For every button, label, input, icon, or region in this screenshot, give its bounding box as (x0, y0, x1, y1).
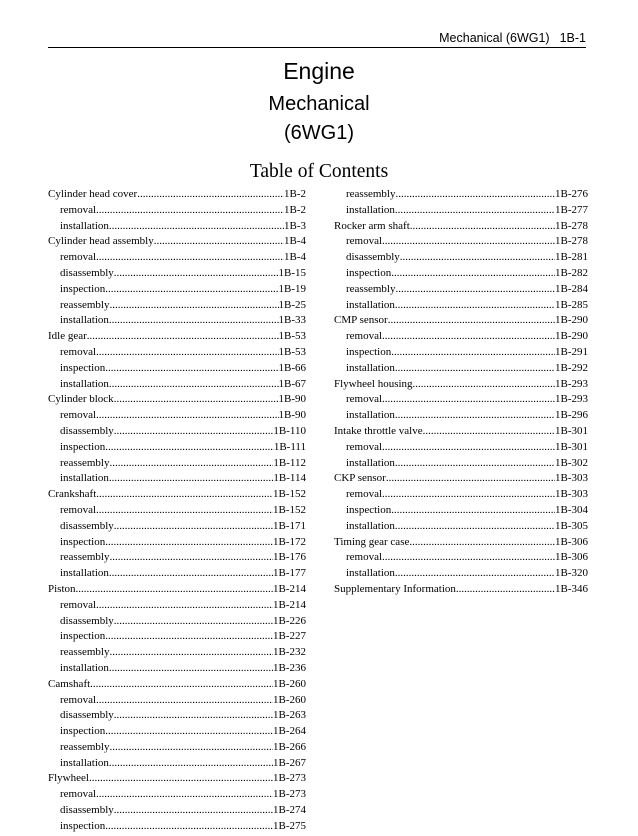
title-model: (6WG1) (284, 122, 354, 144)
toc-leader-dots (382, 441, 555, 453)
toc-entry-page: 1B-90 (278, 409, 306, 422)
toc-subentry[interactable] (48, 409, 306, 425)
toc-leader-dots (105, 536, 273, 548)
toc-entry-page: 1B-172 (273, 535, 306, 548)
toc-entry-page: 1B-111 (273, 440, 306, 453)
toc-leader-dots (109, 551, 273, 563)
toc-subentry[interactable] (48, 725, 306, 741)
toc-entry-label: Flywheel (48, 772, 89, 785)
toc-subentry[interactable] (48, 220, 306, 236)
toc-entry-page: 1B-3 (284, 219, 306, 232)
toc-entry-label: reassembly (60, 740, 110, 753)
toc-subentry[interactable] (334, 204, 588, 220)
toc-entry-page: 1B-303 (555, 488, 588, 501)
toc-leader-dots (395, 362, 555, 374)
toc-subentry[interactable] (334, 441, 588, 457)
toc-entry-label: removal (60, 598, 97, 611)
toc-subentry[interactable] (48, 378, 306, 394)
toc-entry-label: Cylinder block (48, 393, 114, 406)
toc-entry-page: 1B-274 (273, 804, 306, 817)
toc-leader-dots (90, 678, 273, 690)
toc-entry-label: installation (60, 377, 109, 390)
toc-entry-page: 1B-284 (555, 282, 588, 295)
toc-leader-dots (109, 646, 273, 658)
toc-entry-label: installation (346, 456, 395, 469)
toc-entry-label: installation (346, 298, 395, 311)
toc-leader-dots (109, 314, 279, 326)
toc-entry-label: Camshaft (48, 677, 91, 690)
toc-column-right (334, 188, 588, 599)
toc-entry-label: installation (346, 409, 395, 422)
toc-entry-page: 1B-236 (273, 661, 306, 674)
toc-subentry[interactable] (334, 330, 588, 346)
toc-leader-dots (109, 472, 274, 484)
toc-leader-dots (96, 409, 278, 421)
toc-entry-page: 1B-293 (555, 377, 588, 390)
toc-entry[interactable] (48, 235, 306, 251)
toc-subentry[interactable] (48, 251, 306, 267)
toc-entry-label: removal (60, 409, 97, 422)
toc-leader-dots (87, 330, 279, 342)
toc-subentry[interactable] (334, 267, 588, 283)
toc-entry-page: 1B-2 (284, 188, 306, 200)
toc-entry[interactable] (334, 472, 588, 488)
toc-entry-page: 1B-66 (278, 361, 306, 374)
toc-entry[interactable] (48, 330, 306, 346)
toc-leader-dots (423, 425, 555, 437)
toc-leader-dots (395, 204, 555, 216)
toc-leader-dots (391, 267, 555, 279)
toc-entry-label: removal (60, 693, 97, 706)
toc-entry[interactable] (334, 425, 588, 441)
toc-leader-dots (382, 488, 555, 500)
toc-subentry[interactable] (48, 536, 306, 552)
toc-entry-label: reassembly (60, 646, 110, 659)
toc-leader-dots (114, 615, 273, 627)
toc-subentry[interactable] (48, 362, 306, 378)
toc-entry-label: installation (60, 756, 109, 769)
toc-leader-dots (109, 757, 273, 769)
toc-entry-page: 1B-110 (273, 424, 306, 437)
toc-entry-label: reassembly (60, 551, 110, 564)
toc-subentry[interactable] (334, 393, 588, 409)
toc-leader-dots (96, 504, 273, 516)
toc-entry-page: 1B-2 (284, 203, 306, 216)
toc-subentry[interactable] (334, 362, 588, 378)
toc-entry-page: 1B-260 (273, 677, 306, 690)
toc-entry-label: disassembly (60, 266, 114, 279)
toc-subentry[interactable] (48, 472, 306, 488)
toc-entry-label: removal (346, 235, 383, 248)
toc-entry-label: installation (346, 203, 395, 216)
toc-entry-label: CMP sensor (334, 314, 388, 327)
toc-entry-label: inspection (60, 282, 106, 295)
toc-entry-label: installation (60, 661, 109, 674)
toc-subentry[interactable] (334, 299, 588, 315)
toc-entry-page: 1B-273 (273, 788, 306, 801)
toc-entry-label: reassembly (346, 282, 396, 295)
title-engine: Engine (283, 58, 355, 84)
toc-entry-page: 1B-114 (273, 472, 306, 485)
toc-entry-page: 1B-276 (555, 188, 588, 200)
toc-subentry[interactable] (48, 204, 306, 220)
toc-entry-label: installation (346, 361, 395, 374)
toc-entry[interactable] (48, 393, 306, 409)
toc-entry-page: 1B-304 (555, 503, 588, 516)
toc-leader-dots (96, 788, 273, 800)
toc-entry-label: disassembly (60, 614, 114, 627)
toc-leader-dots (105, 441, 274, 453)
toc-leader-dots (109, 457, 273, 469)
toc-entry-page: 1B-227 (273, 630, 306, 643)
toc-leader-dots (109, 662, 273, 674)
toc-entry-label: disassembly (60, 519, 114, 532)
toc-entry-page: 1B-53 (278, 330, 306, 343)
toc-subentry[interactable] (334, 457, 588, 473)
toc-leader-dots (109, 378, 279, 390)
header-rule (48, 47, 586, 48)
toc-subentry[interactable] (48, 709, 306, 725)
toc-leader-dots (410, 220, 555, 232)
toc-entry-page: 1B-320 (555, 567, 588, 580)
toc-entry-page: 1B-303 (555, 472, 588, 485)
toc-entry-page: 1B-301 (555, 424, 588, 437)
toc-entry-page: 1B-214 (273, 598, 306, 611)
toc-entry-page: 1B-306 (555, 535, 588, 548)
toc-subentry[interactable] (48, 788, 306, 804)
toc-entry[interactable] (48, 678, 306, 694)
toc-leader-dots (456, 583, 555, 595)
toc-entry[interactable] (334, 378, 588, 394)
toc-entry-page: 1B-176 (273, 551, 306, 564)
toc-entry-label: Cylinder head assembly (48, 235, 154, 248)
toc-leader-dots (114, 709, 273, 721)
toc-leader-dots (395, 457, 555, 469)
toc-leader-dots (96, 694, 273, 706)
toc-entry[interactable] (48, 772, 306, 788)
toc-leader-dots (114, 267, 279, 279)
toc-leader-dots (413, 378, 555, 390)
toc-entry[interactable] (48, 188, 306, 204)
toc-leader-dots (105, 362, 278, 374)
toc-subentry[interactable] (48, 694, 306, 710)
toc-entry-page: 1B-152 (273, 503, 306, 516)
toc-leader-dots (395, 567, 555, 579)
toc-entry-label: installation (346, 519, 395, 532)
toc-entry-label: disassembly (60, 709, 114, 722)
toc-leader-dots (400, 251, 555, 263)
header-text (439, 31, 586, 45)
toc-subentry[interactable] (48, 346, 306, 362)
toc-entry-label: inspection (60, 361, 106, 374)
toc-subentry[interactable] (48, 615, 306, 631)
toc-entry-page: 1B-112 (273, 456, 306, 469)
toc-entry-page: 1B-277 (555, 203, 588, 216)
toc-entry-label: removal (346, 330, 383, 343)
toc-leader-dots (105, 725, 273, 737)
toc-entry-label: inspection (60, 535, 106, 548)
toc-entry-label: Piston (48, 582, 76, 595)
toc-entry-label: inspection (60, 819, 106, 832)
toc-entry-label: removal (346, 488, 383, 501)
toc-entry[interactable] (334, 583, 588, 599)
toc-leader-dots (395, 409, 555, 421)
toc-leader-dots (388, 314, 555, 326)
toc-entry-label: inspection (346, 345, 392, 358)
toc-leader-dots (76, 583, 273, 595)
toc-entry-page: 1B-266 (273, 740, 306, 753)
toc-entry-page: 1B-171 (273, 519, 306, 532)
toc-subentry[interactable] (48, 441, 306, 457)
toc-entry-page: 1B-292 (555, 361, 588, 374)
toc-leader-dots (395, 299, 555, 311)
toc-leader-dots (114, 804, 273, 816)
toc-entry-label: removal (60, 203, 97, 216)
toc-entry-label: removal (60, 345, 97, 358)
toc-entry-label: removal (346, 393, 383, 406)
page-header (0, 0, 638, 46)
toc-entry-page: 1B-278 (555, 235, 588, 248)
toc-entry-label: reassembly (60, 456, 110, 469)
toc-entry-page: 1B-267 (273, 756, 306, 769)
toc-entry-page: 1B-4 (284, 235, 306, 248)
toc-leader-dots (154, 235, 284, 247)
toc-entry-label: removal (60, 251, 97, 264)
toc-entry-label: disassembly (346, 251, 400, 264)
toc-entry-label: removal (60, 788, 97, 801)
toc-leader-dots (382, 393, 555, 405)
toc-subentry[interactable] (48, 314, 306, 330)
toc-entry-page: 1B-293 (555, 393, 588, 406)
toc-entry-page: 1B-301 (555, 440, 588, 453)
toc-entry-page: 1B-346 (555, 582, 588, 595)
toc-leader-dots (391, 346, 555, 358)
toc-entry-page: 1B-90 (278, 393, 306, 406)
toc-leader-dots (391, 504, 555, 516)
toc-subentry[interactable] (48, 630, 306, 646)
toc-entry-label: Flywheel housing (334, 377, 413, 390)
toc-entry-page: 1B-275 (273, 819, 306, 832)
toc-entry[interactable] (48, 583, 306, 599)
toc-entry-label: installation (60, 314, 109, 327)
toc-entry-page: 1B-264 (273, 725, 306, 738)
toc-subentry[interactable] (48, 820, 306, 836)
toc-leader-dots (395, 520, 555, 532)
toc-entry-page: 1B-281 (555, 251, 588, 264)
toc-subentry[interactable] (334, 346, 588, 362)
toc-entry-label: removal (346, 551, 383, 564)
toc-subentry[interactable] (334, 283, 588, 299)
toc-leader-dots (89, 772, 273, 784)
toc-leader-dots (96, 251, 284, 263)
toc-subentry[interactable] (334, 567, 588, 583)
toc-leader-dots (105, 630, 273, 642)
toc-entry-page: 1B-290 (555, 314, 588, 327)
toc-leader-dots (109, 299, 278, 311)
toc-leader-dots (137, 188, 284, 200)
toc-subentry[interactable] (48, 283, 306, 299)
toc-leader-dots (105, 283, 278, 295)
toc-entry-page: 1B-4 (284, 251, 306, 264)
toc-entry-label: inspection (60, 630, 106, 643)
toc-entry-page: 1B-260 (273, 693, 306, 706)
toc-entry-label: disassembly (60, 424, 114, 437)
toc-subentry[interactable] (334, 504, 588, 520)
toc-subentry[interactable] (334, 188, 588, 204)
toc-entry-label: reassembly (346, 188, 396, 200)
toc-entry-label: disassembly (60, 804, 114, 817)
toc-entry-page: 1B-232 (273, 646, 306, 659)
toc-heading: Table of Contents (249, 161, 389, 182)
toc-entry[interactable] (334, 314, 588, 330)
toc-leader-dots (395, 283, 555, 295)
toc-leader-dots (395, 188, 555, 200)
toc-entry-page: 1B-25 (278, 298, 306, 311)
toc-entry-label: installation (346, 567, 395, 580)
toc-leader-dots (109, 741, 273, 753)
toc-subentry[interactable] (48, 741, 306, 757)
toc-leader-dots (386, 472, 555, 484)
toc-entry-label: Supplementary Information (334, 582, 456, 595)
toc-subentry[interactable] (334, 235, 588, 251)
toc-entry-label: Rocker arm shaft (334, 219, 410, 232)
toc-entry-label: removal (346, 440, 383, 453)
toc-entry[interactable] (334, 220, 588, 236)
toc-entry-label: inspection (346, 503, 392, 516)
toc-subentry[interactable] (48, 425, 306, 441)
toc-subentry[interactable] (48, 457, 306, 473)
toc-entry-label: Idle gear (48, 330, 87, 343)
toc-subentry[interactable] (334, 551, 588, 567)
toc-entry-label: installation (60, 219, 109, 232)
toc-entry-page: 1B-15 (278, 266, 306, 279)
toc-entry-label: Intake throttle valve (334, 424, 423, 437)
toc-leader-dots (96, 204, 284, 216)
toc-column-left (48, 188, 306, 836)
toc-leader-dots (109, 220, 284, 232)
toc-entry-page: 1B-278 (555, 219, 588, 232)
toc-subentry[interactable] (48, 646, 306, 662)
toc-entry-page: 1B-296 (555, 409, 588, 422)
toc-entry-label: removal (60, 503, 97, 516)
toc-entry-label: installation (60, 567, 109, 580)
toc-subentry[interactable] (334, 409, 588, 425)
toc-subentry[interactable] (48, 299, 306, 315)
toc-entry-page: 1B-263 (273, 709, 306, 722)
toc-leader-dots (382, 551, 555, 563)
toc-entry-page: 1B-306 (555, 551, 588, 564)
toc-entry[interactable] (48, 488, 306, 504)
toc-entry-page: 1B-273 (273, 772, 306, 785)
toc-entry-label: inspection (346, 266, 392, 279)
toc-entry-page: 1B-305 (555, 519, 588, 532)
toc-entry-page: 1B-177 (273, 567, 306, 580)
toc-entry-label: CKP sensor (334, 472, 386, 485)
toc-leader-dots (96, 599, 273, 611)
toc-subentry[interactable] (334, 520, 588, 536)
toc-subentry[interactable] (48, 757, 306, 773)
header-page-number: 1B-1 (559, 31, 586, 45)
title-mechanical: Mechanical (268, 93, 370, 115)
toc-leader-dots (382, 235, 555, 247)
toc-subentry[interactable] (48, 551, 306, 567)
toc-entry-page: 1B-152 (273, 488, 306, 501)
toc-subentry[interactable] (334, 251, 588, 267)
toc-entry-page: 1B-214 (273, 582, 306, 595)
toc-entry-label: Timing gear case (334, 535, 410, 548)
toc-entry-page: 1B-53 (278, 345, 306, 358)
toc-leader-dots (96, 346, 278, 358)
toc-entry-page: 1B-33 (278, 314, 306, 327)
toc-entry-page: 1B-290 (555, 330, 588, 343)
toc-entry-page: 1B-19 (278, 282, 306, 295)
toc-subentry[interactable] (334, 488, 588, 504)
toc-leader-dots (382, 330, 555, 342)
toc-subentry[interactable] (48, 567, 306, 583)
toc-entry-label: inspection (60, 725, 106, 738)
toc-entry-label: Crankshaft (48, 488, 97, 501)
toc-entry-label: Cylinder head cover (48, 188, 138, 200)
toc-entry-page: 1B-282 (555, 266, 588, 279)
toc-leader-dots (114, 393, 279, 405)
toc-entry-label: reassembly (60, 298, 110, 311)
toc-subentry[interactable] (48, 662, 306, 678)
header-section-title: Mechanical (6WG1) (439, 31, 550, 45)
toc-entry[interactable] (334, 536, 588, 552)
toc-subentry[interactable] (48, 599, 306, 615)
toc-leader-dots (409, 536, 555, 548)
toc-entry-label: inspection (60, 440, 106, 453)
toc-subentry[interactable] (48, 267, 306, 283)
toc-entry-label: installation (60, 472, 109, 485)
toc-entry-page: 1B-291 (555, 345, 588, 358)
toc-subentry[interactable] (48, 804, 306, 820)
toc-entry-page: 1B-67 (278, 377, 306, 390)
toc-subentry[interactable] (48, 520, 306, 536)
toc-entry-page: 1B-226 (273, 614, 306, 627)
toc-entry-page: 1B-285 (555, 298, 588, 311)
toc-subentry[interactable] (48, 504, 306, 520)
toc-leader-dots (114, 520, 273, 532)
toc-leader-dots (114, 425, 274, 437)
toc-leader-dots (96, 488, 273, 500)
toc-entry-page: 1B-302 (555, 456, 588, 469)
toc-leader-dots (109, 567, 273, 579)
